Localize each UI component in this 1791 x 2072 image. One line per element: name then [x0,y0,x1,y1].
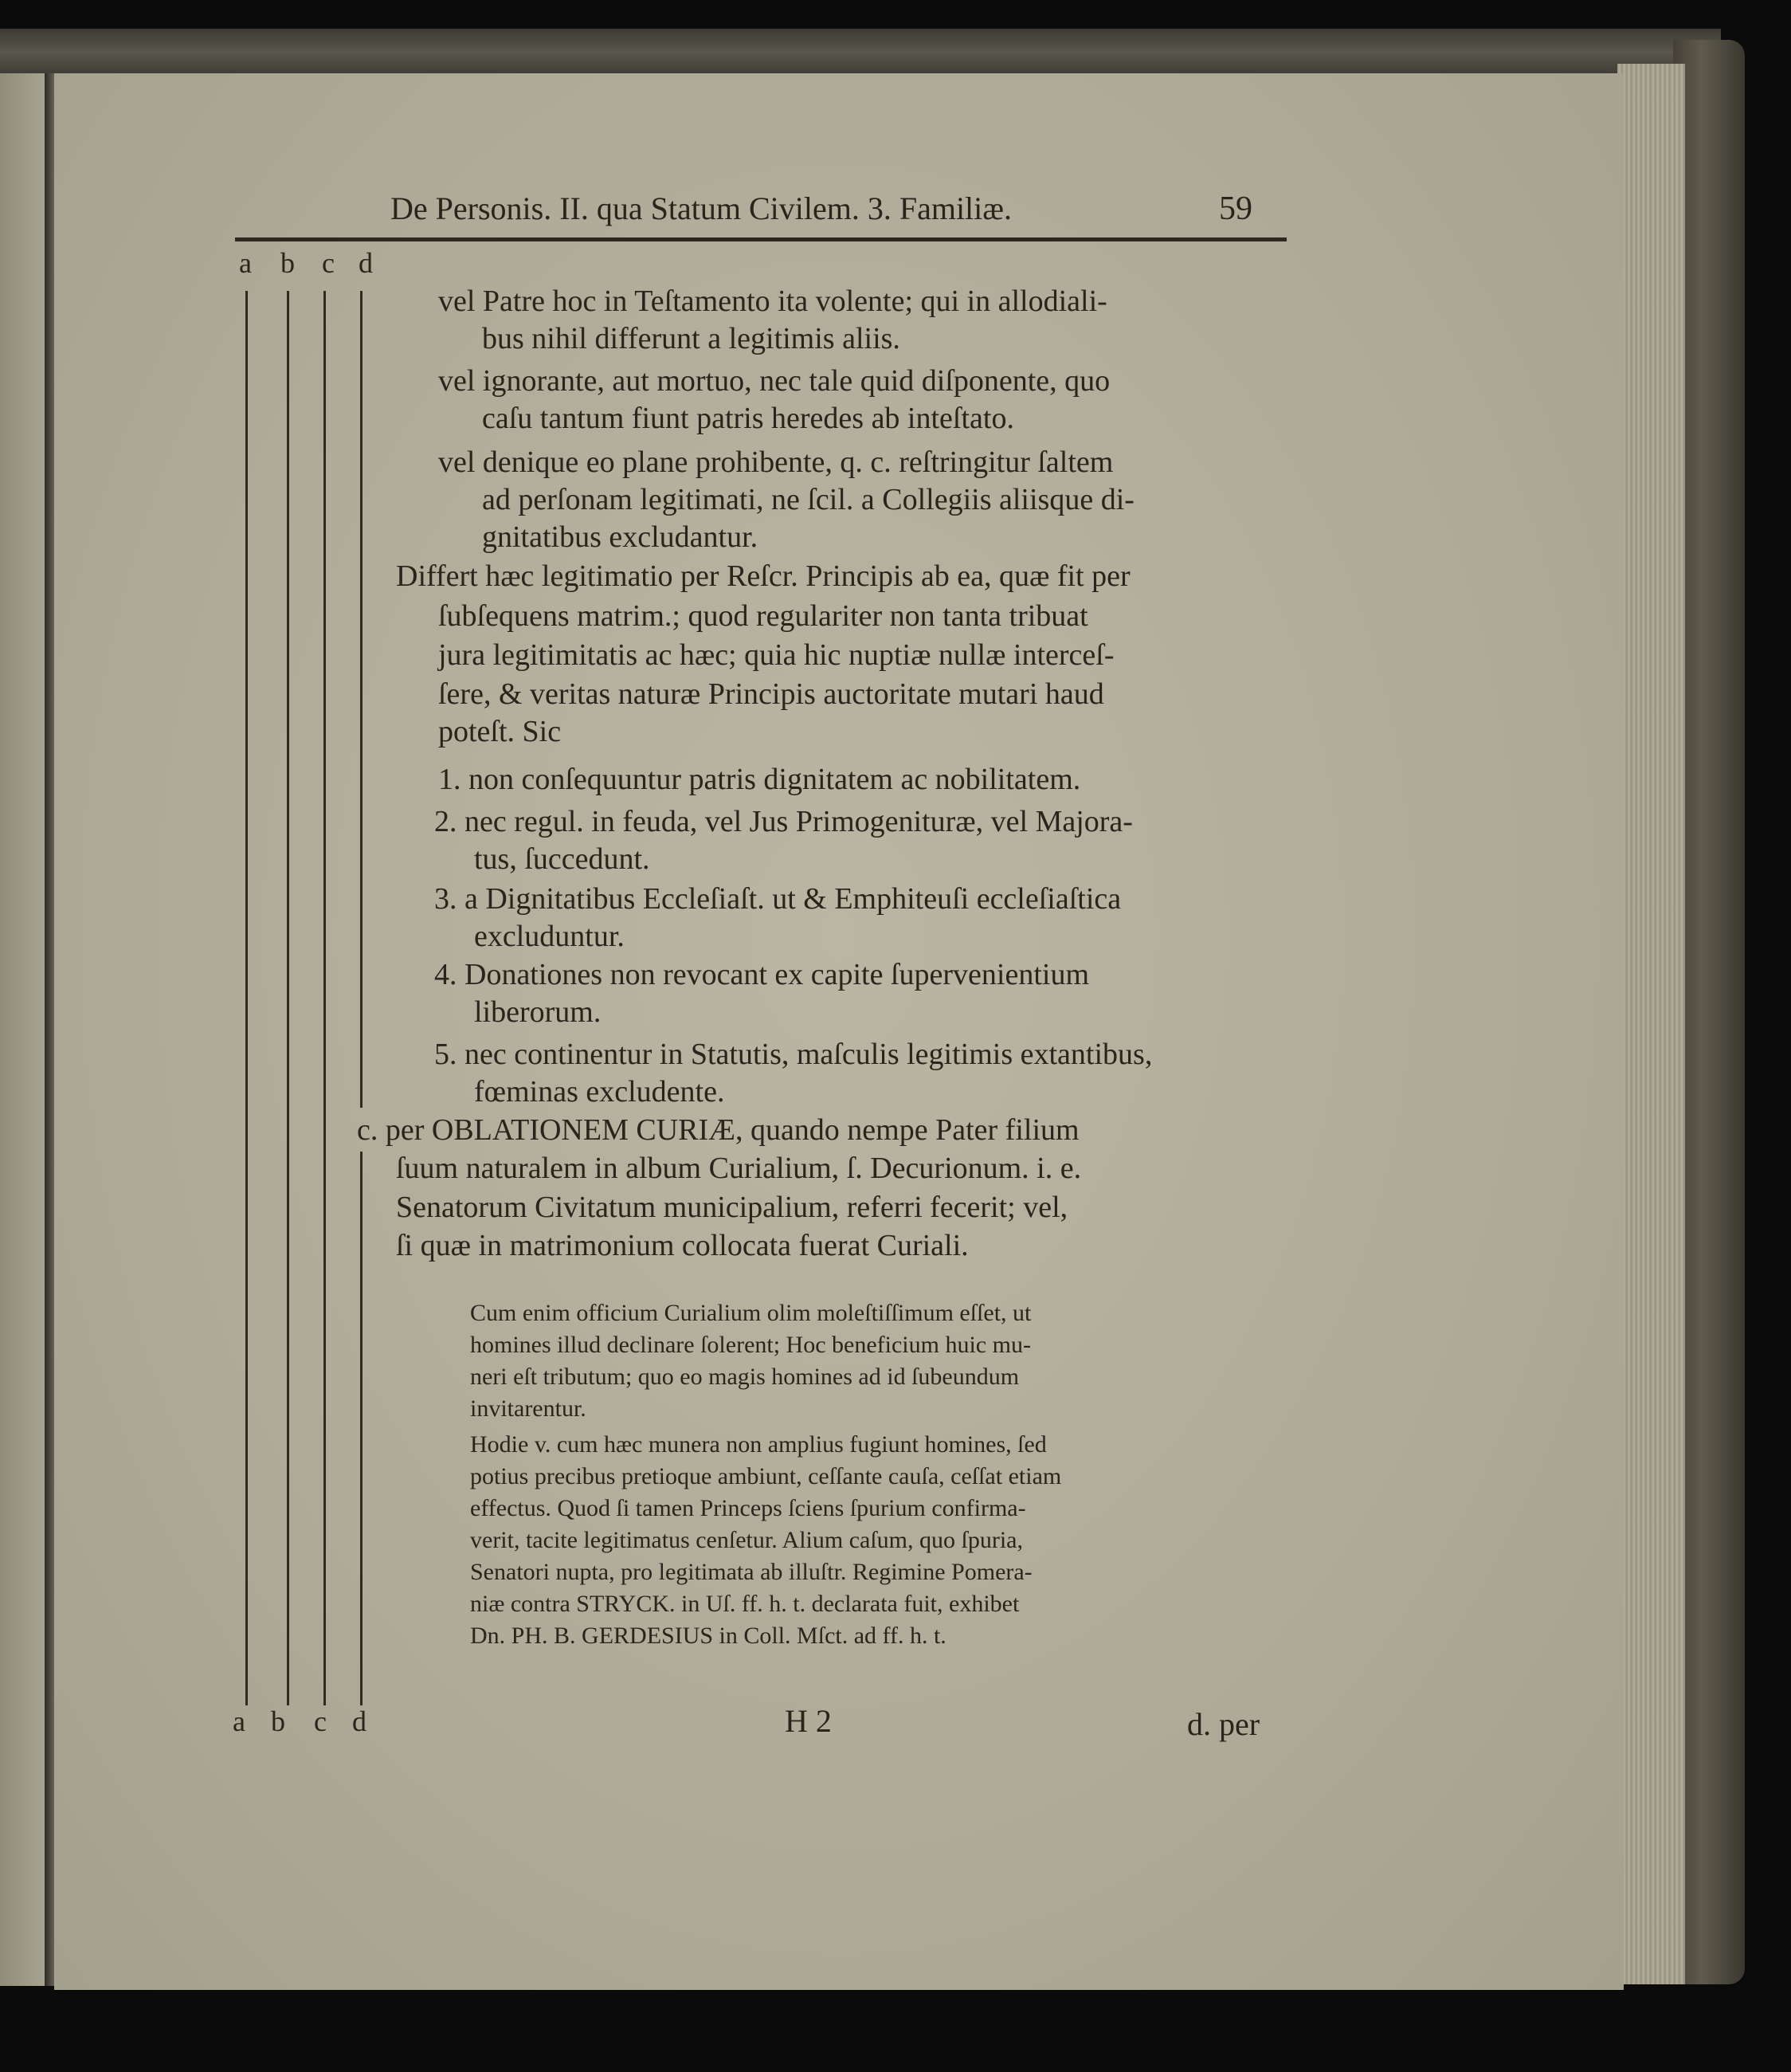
note-line: Dn. PH. B. GERDESIUS in Coll. Mſct. ad ff. h. t. [470,1623,946,1649]
text-line: vel denique eo plane prohibente, q. c. reſtringitur ſaltem [438,445,1114,479]
text-line: liberorum. [474,995,602,1029]
text-line: ad perſonam legitimati, ne ſcil. a Collegiis aliisque di- [482,483,1135,516]
margin-letter-c-bottom: c [314,1705,327,1737]
bracket-line-b [287,291,289,1705]
text-line: fœminas excludente. [474,1075,725,1109]
text-line: ſubſequens matrim.; quod regulariter non tanta tribuat [438,599,1088,633]
running-head [390,185,1291,233]
note-line: Hodie v. cum hæc munera non amplius fugiunt homines, ſed [470,1431,1047,1458]
bracket-line-d-upper [360,291,363,1108]
note-line: potius precibus pretioque ambiunt, ceſſante cauſa, ceſſat etiam [470,1463,1062,1489]
running-head-title: De Personis. II. qua Statum Civilem. 3. Familiæ. [390,190,1012,226]
list-item-2: 2. nec regul. in feuda, vel Jus Primogenituræ, vel Majora- [434,805,1133,838]
catchword: d. per [1187,1706,1260,1742]
note-line: verit, tacite legitimatus cenſetur. Alium caſum, quo ſpuria, [470,1527,1023,1553]
list-item-5: 5. nec continentur in Statutis, maſculis legitimis extantibus, [434,1038,1153,1071]
text-line: ſuum naturalem in album Curialium, ſ. Decurionum. i. e. [396,1152,1082,1185]
margin-letter-b-bottom: b [271,1705,285,1737]
book-cover-top [0,29,1721,77]
page-number: 59 [1219,190,1252,227]
list-item-3: 3. a Dignitatibus Eccleſiaſt. ut & Emphiteuſi eccleſiaſtica [434,882,1122,916]
margin-letter-a-bottom: a [233,1705,245,1737]
facing-page-edge [0,73,46,1986]
text-line: gnitatibus excludantur. [482,520,758,554]
header-rule [235,237,1287,241]
text-line: tus, ſuccedunt. [474,842,650,876]
margin-letter-b-top: b [280,247,295,279]
book-page [54,73,1624,1990]
text-line: c. per OBLATIONEM CURIÆ, quando nempe Pater filium [357,1113,1080,1147]
note-line: Senatori nupta, pro legitimata ab illuſtr. Regimine Pomera- [470,1559,1033,1585]
text-line: vel ignorante, aut mortuo, nec tale quid diſponente, quo [438,364,1111,398]
bracket-line-d-lower [360,1152,363,1705]
bracket-line-c [323,291,326,1705]
margin-letter-d-top: d [359,247,373,279]
text-line: Senatorum Civitatum municipalium, referri fecerit; vel, [396,1191,1068,1224]
note-line: homines illud declinare ſolerent; Hoc beneficium huic mu- [470,1332,1031,1358]
note-line: niæ contra STRYCK. in Uſ. ff. h. t. declarata fuit, exhibet [470,1591,1020,1617]
text-line: jura legitimitatis ac hæc; quia hic nuptiæ nullæ interceſ- [438,638,1115,672]
note-line: effectus. Quod ſi tamen Princeps ſciens ſpurium confirma- [470,1495,1026,1521]
note-line: Cum enim officium Curialium olim moleſtiſſimum eſſet, ut [470,1300,1032,1326]
page-edges [1617,64,1685,1984]
text-line: ſi quæ in matrimonium collocata fuerat Curiali. [396,1229,969,1262]
signature-mark: H 2 [785,1703,832,1739]
text-line: ſere, & veritas naturæ Principis auctoritate mutari haud [438,677,1104,711]
bracket-line-a [245,291,248,1705]
margin-letter-d-bottom: d [352,1705,366,1737]
text-line: bus nihil differunt a legitimis aliis. [482,322,900,355]
note-line: neri eſt tributum; quo eo magis homines ad id ſubeundum [470,1364,1020,1390]
text-line: vel Patre hoc in Teſtamento ita volente; qui in allodiali- [438,285,1107,318]
text-line: Differt hæc legitimatio per Reſcr. Principis ab ea, quæ fit per [396,559,1131,593]
list-item-1: 1. non conſequuntur patris dignitatem ac nobilitatem. [438,763,1081,796]
text-line: poteſt. Sic [438,715,562,748]
margin-letter-c-top: c [322,247,335,279]
margin-letter-a-top: a [239,247,252,279]
note-line: invitarentur. [470,1395,586,1422]
text-line: caſu tantum fiunt patris heredes ab inteſtato. [482,402,1014,435]
list-item-4: 4. Donationes non revocant ex capite ſupervenientium [434,958,1090,991]
text-line: excluduntur. [474,920,625,953]
